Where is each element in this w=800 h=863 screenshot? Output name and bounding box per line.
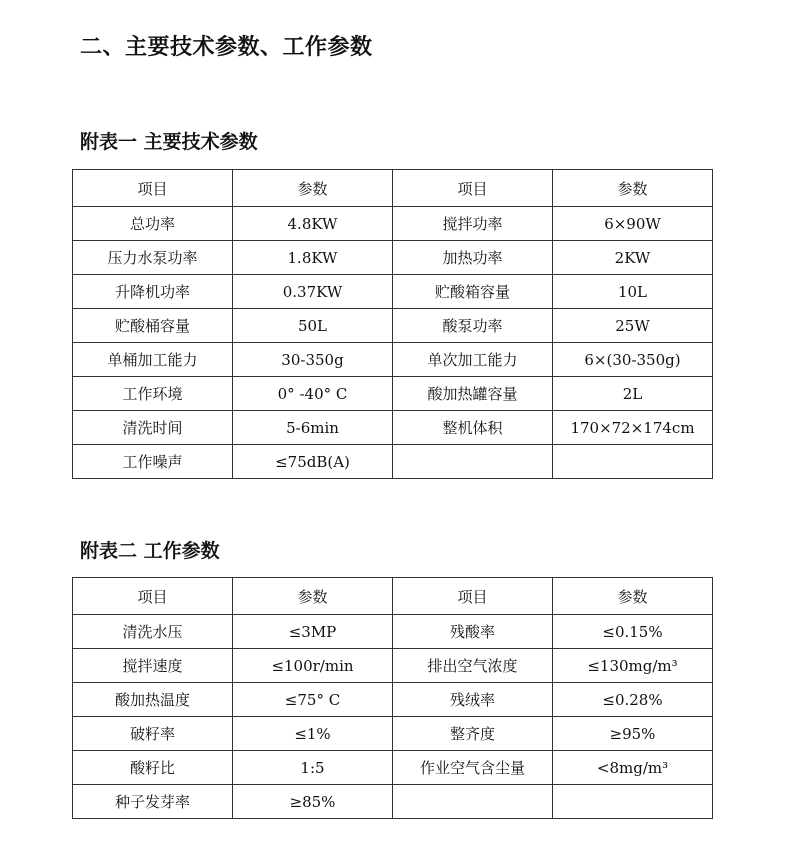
- item-cell: 整齐度: [393, 717, 553, 751]
- value-cell: ≤75° C: [233, 683, 393, 717]
- value-cell: 0° -40° C: [233, 377, 393, 411]
- header-item: 项目: [393, 578, 553, 615]
- value-cell: ≤130mg/m³: [553, 649, 713, 683]
- working-parameters-table: [72, 577, 713, 819]
- table-row: [73, 615, 713, 649]
- item-cell: 加热功率: [393, 241, 553, 275]
- table-row: [73, 683, 713, 717]
- item-cell: 排出空气浓度: [393, 649, 553, 683]
- header-value: 参数: [553, 578, 713, 615]
- section-title: 二、主要技术参数、工作参数: [80, 35, 373, 60]
- table-row: [73, 445, 713, 479]
- table-row: [73, 275, 713, 309]
- value-cell: [553, 445, 713, 479]
- table2-caption: 附表二 工作参数: [80, 540, 220, 562]
- table1-caption: 附表一 主要技术参数: [80, 131, 258, 153]
- item-cell: 工作环境: [73, 377, 233, 411]
- value-cell: 1.8KW: [233, 241, 393, 275]
- value-cell: 2L: [553, 377, 713, 411]
- table-row: [73, 411, 713, 445]
- value-cell: 30-350g: [233, 343, 393, 377]
- value-cell: 6×(30-350g): [553, 343, 713, 377]
- item-cell: 残绒率: [393, 683, 553, 717]
- header-value: 参数: [553, 170, 713, 207]
- item-cell: 压力水泵功率: [73, 241, 233, 275]
- item-cell: 贮酸箱容量: [393, 275, 553, 309]
- item-cell: 清洗水压: [73, 615, 233, 649]
- value-cell: <8mg/m³: [553, 751, 713, 785]
- table-row: [73, 309, 713, 343]
- item-cell: 单桶加工能力: [73, 343, 233, 377]
- value-cell: [553, 785, 713, 819]
- technical-parameters-table: [72, 169, 713, 479]
- value-cell: 2KW: [553, 241, 713, 275]
- table-row: [73, 751, 713, 785]
- header-value: 参数: [233, 170, 393, 207]
- item-cell: 酸加热温度: [73, 683, 233, 717]
- value-cell: ≤75dB(A): [233, 445, 393, 479]
- item-cell: 清洗时间: [73, 411, 233, 445]
- item-cell: [393, 785, 553, 819]
- value-cell: 4.8KW: [233, 207, 393, 241]
- item-cell: 搅拌功率: [393, 207, 553, 241]
- item-cell: 破籽率: [73, 717, 233, 751]
- value-cell: ≤0.15%: [553, 615, 713, 649]
- item-cell: 单次加工能力: [393, 343, 553, 377]
- value-cell: ≤3MP: [233, 615, 393, 649]
- value-cell: 170×72×174cm: [553, 411, 713, 445]
- item-cell: 酸籽比: [73, 751, 233, 785]
- table-header-row: [73, 578, 713, 615]
- item-cell: 整机体积: [393, 411, 553, 445]
- header-item: 项目: [393, 170, 553, 207]
- header-value: 参数: [233, 578, 393, 615]
- value-cell: 1:5: [233, 751, 393, 785]
- value-cell: ≥95%: [553, 717, 713, 751]
- value-cell: 10L: [553, 275, 713, 309]
- item-cell: 酸加热罐容量: [393, 377, 553, 411]
- table-row: [73, 207, 713, 241]
- table-row: [73, 785, 713, 819]
- item-cell: [393, 445, 553, 479]
- item-cell: 作业空气含尘量: [393, 751, 553, 785]
- value-cell: ≤1%: [233, 717, 393, 751]
- value-cell: ≥85%: [233, 785, 393, 819]
- table-row: [73, 377, 713, 411]
- value-cell: ≤100r/min: [233, 649, 393, 683]
- value-cell: 25W: [553, 309, 713, 343]
- value-cell: 0.37KW: [233, 275, 393, 309]
- value-cell: 6×90W: [553, 207, 713, 241]
- value-cell: 5-6min: [233, 411, 393, 445]
- value-cell: 50L: [233, 309, 393, 343]
- item-cell: 工作噪声: [73, 445, 233, 479]
- item-cell: 种子发芽率: [73, 785, 233, 819]
- item-cell: 升降机功率: [73, 275, 233, 309]
- header-item: 项目: [73, 170, 233, 207]
- table-row: [73, 717, 713, 751]
- item-cell: 酸泵功率: [393, 309, 553, 343]
- item-cell: 搅拌速度: [73, 649, 233, 683]
- value-cell: ≤0.28%: [553, 683, 713, 717]
- table-row: [73, 649, 713, 683]
- item-cell: 残酸率: [393, 615, 553, 649]
- header-item: 项目: [73, 578, 233, 615]
- item-cell: 贮酸桶容量: [73, 309, 233, 343]
- table-row: [73, 343, 713, 377]
- table-row: [73, 241, 713, 275]
- item-cell: 总功率: [73, 207, 233, 241]
- table-header-row: [73, 170, 713, 207]
